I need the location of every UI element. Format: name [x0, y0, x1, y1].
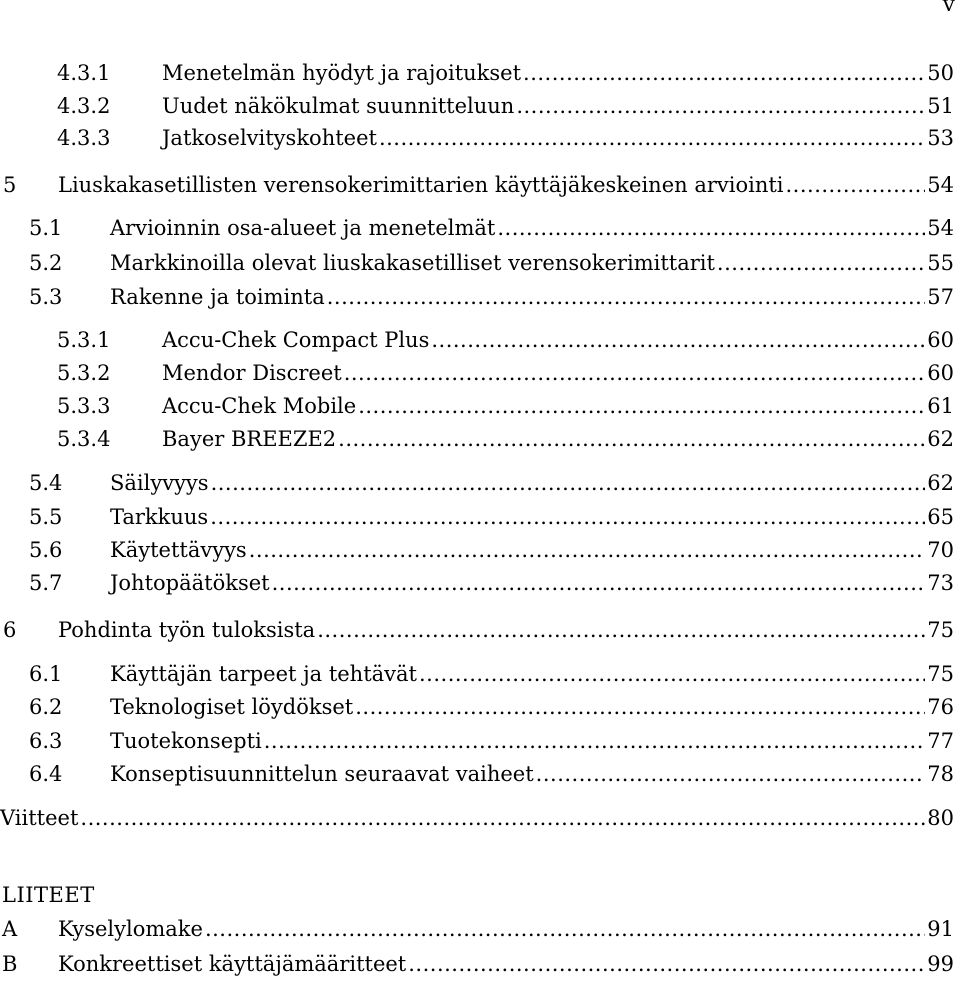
- toc-entry-page: 60: [927, 361, 954, 385]
- toc-entry-page: 62: [927, 471, 954, 495]
- toc-entry-page: 91: [927, 917, 954, 941]
- toc-appendix-entry[interactable]: [0, 914, 954, 944]
- toc-entry-title: Viitteet: [0, 806, 79, 830]
- toc-entry-page: 55: [927, 251, 954, 275]
- toc-entry-title: Jatkoselvityskohteet: [162, 126, 377, 150]
- toc-dot-leader: [338, 424, 925, 454]
- toc-dot-leader: [431, 325, 925, 355]
- toc-dot-leader: [419, 659, 925, 689]
- toc-entry-title: Mendor Discreet: [162, 361, 342, 385]
- toc-dot-leader: [211, 468, 926, 498]
- toc-entry-number: 4.3.2: [57, 94, 111, 118]
- toc-entry-number: A: [2, 917, 18, 941]
- toc-entry-page: 60: [927, 328, 954, 352]
- toc-entry-page: 53: [927, 126, 954, 150]
- toc-entry[interactable]: [0, 568, 954, 598]
- toc-entry-number: 5: [3, 173, 17, 197]
- toc-entry[interactable]: [0, 170, 954, 200]
- toc-appendix-entry[interactable]: [0, 949, 954, 979]
- toc-entry-page: 54: [927, 216, 954, 240]
- toc-entry-number: 5.3.2: [57, 361, 111, 385]
- toc-entry-page: 78: [927, 762, 954, 786]
- toc-entry[interactable]: [0, 692, 954, 722]
- toc-entry-number: 5.6: [29, 538, 63, 562]
- toc-entry[interactable]: [0, 248, 954, 278]
- toc-dot-leader: [355, 692, 925, 722]
- toc-entry-title: Kyselylomake: [58, 917, 203, 941]
- toc-entry-title: Konkreettiset käyttäjämääritteet: [58, 952, 407, 976]
- toc-entry-number: 6.4: [29, 762, 63, 786]
- toc-entry-number: 4.3.3: [57, 126, 111, 150]
- toc-dot-leader: [344, 358, 926, 388]
- toc-entry-title: Accu-Chek Compact Plus: [162, 328, 430, 352]
- toc-entry-page: 75: [927, 662, 954, 686]
- toc-entry-title: Konseptisuunnittelun seuraavat vaiheet: [110, 762, 534, 786]
- toc-entry[interactable]: [0, 759, 954, 789]
- toc-entry-title: Uudet näkökulmat suunnitteluun: [162, 94, 515, 118]
- toc-entry-page: 76: [927, 695, 954, 719]
- toc-entry-number: 6: [3, 618, 17, 642]
- toc-entry[interactable]: [0, 358, 954, 388]
- toc-entry-title: Accu-Chek Mobile: [162, 394, 357, 418]
- toc-entry-title: Liuskakasetillisten verensokerimittarien käyttäjäkeskeinen arviointi: [58, 173, 784, 197]
- toc-entry-title: Teknologiset löydökset: [110, 695, 354, 719]
- toc-entry[interactable]: [0, 58, 954, 88]
- toc-entry[interactable]: [0, 726, 954, 756]
- toc-entry-title: Käytettävyys: [110, 538, 247, 562]
- toc-entry[interactable]: [0, 468, 954, 498]
- toc-entry-number: 5.4: [29, 471, 63, 495]
- toc-dot-leader: [327, 282, 926, 312]
- toc-dot-leader: [536, 759, 926, 789]
- toc-entry-page: 70: [927, 538, 954, 562]
- toc-entry[interactable]: [0, 213, 954, 243]
- toc-dot-leader: [516, 91, 925, 121]
- toc-dot-leader: [408, 949, 925, 979]
- toc-dot-leader: [497, 213, 925, 243]
- toc-dot-leader: [379, 123, 925, 153]
- toc-entry-title: Pohdinta työn tuloksista: [58, 618, 316, 642]
- toc-entry-page: 77: [927, 729, 954, 753]
- toc-entry-page: 54: [927, 173, 954, 197]
- toc-dot-leader: [717, 248, 925, 278]
- toc-dot-leader: [786, 170, 926, 200]
- toc-entry-title: Tarkkuus: [110, 505, 209, 529]
- toc-entry-page: 50: [927, 61, 954, 85]
- toc-entry-title: Arvioinnin osa-alueet ja menetelmät: [110, 216, 496, 240]
- toc-entry[interactable]: [0, 502, 954, 532]
- toc-dot-leader: [210, 502, 925, 532]
- toc-entry-number: 5.3.1: [57, 328, 111, 352]
- toc-entry[interactable]: [0, 615, 954, 645]
- toc-entry[interactable]: [0, 391, 954, 421]
- toc-entry-number: 6.1: [29, 662, 63, 686]
- toc-entry-number: 6.3: [29, 729, 63, 753]
- toc-entry[interactable]: [0, 91, 954, 121]
- toc-entry-page: 62: [927, 427, 954, 451]
- toc-dot-leader: [80, 803, 925, 833]
- toc-dot-leader: [205, 914, 925, 944]
- page-number: v: [942, 0, 955, 17]
- toc-entry-number: 5.3: [29, 285, 63, 309]
- toc-entry-page: 65: [927, 505, 954, 529]
- toc-entry-number: 5.3.4: [57, 427, 111, 451]
- toc-dot-leader: [264, 726, 926, 756]
- toc-entry-number: 4.3.1: [57, 61, 111, 85]
- toc-entry-title: Säilyvyys: [110, 471, 209, 495]
- toc-entry-number: 5.1: [29, 216, 63, 240]
- toc-entry[interactable]: [0, 803, 954, 833]
- toc-entry-page: 61: [927, 394, 954, 418]
- toc-entry-page: 75: [927, 618, 954, 642]
- toc-entry-title: Johtopäätökset: [110, 571, 270, 595]
- toc-entry-title: Markkinoilla olevat liuskakasetilliset verensokerimittarit: [110, 251, 715, 275]
- toc-dot-leader: [358, 391, 925, 421]
- toc-entry-number: 5.2: [29, 251, 63, 275]
- toc-entry-number: B: [2, 952, 18, 976]
- toc-entry-number: 5.3.3: [57, 394, 111, 418]
- toc-entry-title: Rakenne ja toiminta: [110, 285, 325, 309]
- toc-entry-number: 5.7: [29, 571, 63, 595]
- toc-dot-leader: [272, 568, 926, 598]
- toc-entry-title: Bayer BREEZE2: [162, 427, 337, 451]
- toc-entry-page: 80: [927, 806, 954, 830]
- toc-entry-page: 51: [927, 94, 954, 118]
- toc-entry[interactable]: [0, 325, 954, 355]
- toc-entry-title: Tuotekonsepti: [110, 729, 262, 753]
- toc-dot-leader: [523, 58, 925, 88]
- toc-entry-title: Menetelmän hyödyt ja rajoitukset: [162, 61, 522, 85]
- toc-entry-page: 99: [927, 952, 954, 976]
- toc-entry[interactable]: [0, 282, 954, 312]
- toc-entry[interactable]: [0, 424, 954, 454]
- appendix-heading: LIITEET: [2, 883, 95, 907]
- toc-entry-number: 5.5: [29, 505, 63, 529]
- toc-entry-page: 73: [927, 571, 954, 595]
- toc-entry[interactable]: [0, 535, 954, 565]
- toc-entry-number: 6.2: [29, 695, 63, 719]
- toc-dot-leader: [317, 615, 925, 645]
- toc-entry[interactable]: [0, 123, 954, 153]
- toc-entry-page: 57: [927, 285, 954, 309]
- toc-entry[interactable]: [0, 659, 954, 689]
- toc-dot-leader: [249, 535, 926, 565]
- toc-entry-title: Käyttäjän tarpeet ja tehtävät: [110, 662, 417, 686]
